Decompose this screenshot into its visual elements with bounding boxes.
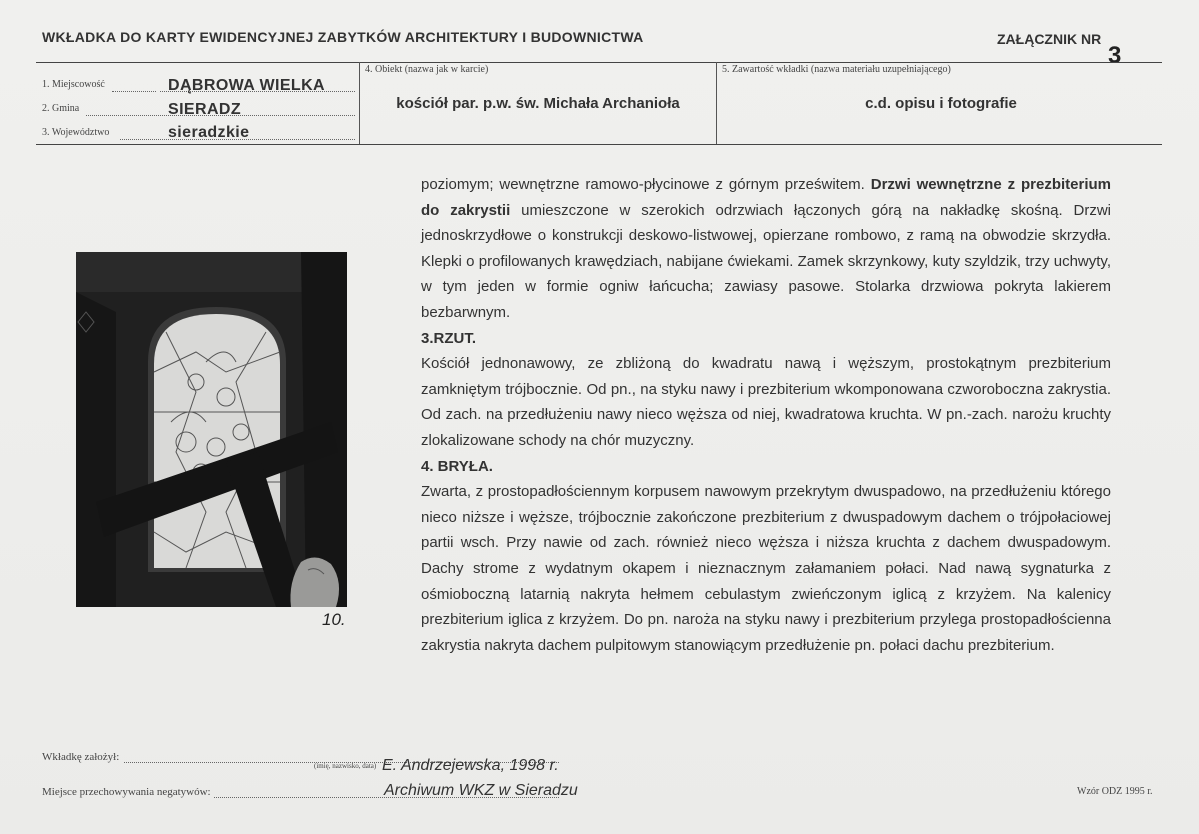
object-value: kościół par. p.w. św. Michała Archanioła	[396, 95, 680, 112]
object-label: 4. Obiekt (nazwa jak w karcie)	[365, 64, 489, 75]
compiled-by-label: Wkładkę założył:	[42, 751, 120, 763]
form-reference: Wzór ODZ 1995 r.	[1077, 786, 1153, 797]
voivodeship-value: sieradzkie	[168, 124, 250, 141]
header-divider-2	[716, 62, 717, 144]
commune-label: 2. Gmina	[42, 103, 80, 114]
section-heading-plan: 3.RZUT.	[421, 329, 477, 347]
header-top-rule	[36, 62, 1162, 63]
paragraph-plan: Kościół jednonawowy, ze zbliżoną do kwadratu nawą i węższym, prostokątnym prezbiterium zamkniętym trójbocznie. Od pn., na styku nawy i prezbiterium wkomponowana czworoboczna zakrystia. Od zach. na przedłużeniu nawy nieco węższa od niej, kwadratowa kruchta. W pn.-zach. narożu kruchty zlokalizowane schody na chór muzyczny.	[421, 355, 1111, 449]
content-value: c.d. opisu i fotografie	[865, 95, 1017, 112]
annex-number: 3	[1108, 42, 1122, 69]
inner-doors-heading: Drzwi wewnętrzne z prezbiterium do zakrystii	[421, 176, 1111, 219]
section-heading-massing: 4. BRYŁA.	[421, 457, 493, 475]
stained-glass-illustration	[76, 252, 347, 607]
header-divider-1	[359, 62, 360, 144]
paragraph-doors-body: umieszczone w szerokich odrzwiach łączonych górą na nakładkę skośną. Drzwi jednoskrzydłowe o konstrukcji deskowo-listwowej, opierzane rombowo, z ramą na obwodzie skrzydła. Klepki o profilowanych krawędziach, nabijane ćwiekami. Zamek skrzynkowy, kuty szyldzik, trzy uchwyty, w tym jeden w formie ogniw łańcucha; zawiasy pasowe. Stolarka drzwiowa pokryta lakierem bezbarwnym.	[421, 201, 1111, 321]
negatives-storage-label: Miejsce przechowywania negatywów:	[42, 786, 211, 798]
photo-caption: 10.	[322, 610, 346, 629]
header-bottom-rule	[36, 144, 1162, 145]
commune-value: SIERADZ	[168, 101, 242, 118]
content-label: 5. Zawartość wkładki (nazwa materiału uzupełniającego)	[722, 64, 951, 75]
compiled-by-value: E. Andrzejewska, 1998 r.	[382, 757, 559, 774]
compiled-by-sublabel: (imię, nazwisko, data)	[314, 762, 377, 770]
annex-label: ZAŁĄCZNIK NR	[997, 31, 1102, 47]
document-title: WKŁADKA DO KARTY EWIDENCYJNEJ ZABYTKÓW ARCHITEKTURY I BUDOWNICTWA	[42, 29, 644, 45]
paragraph-doors	[421, 172, 1111, 326]
locality-label: 1. Miejscowość	[42, 79, 105, 90]
paragraph-massing: Zwarta, z prostopadłościennym korpusem nawowym przekrytym dwuspadowo, na przedłużeniu którego nieco niższe i węższe, trójbocznie zakończone prezbiterium z dwuspadowym dachem o trójpołaciowej partii wsch. Przy nawie od zach. również nieco węższa i niższa kruchta z dachem dwuspadowym. Dachy strome z wydatnym okapem i nieznacznym załamaniem połaci. Nad nawą sygnaturka z ośmioboczną latarnią nakryta hełmem cebulastym zwieńczonym iglicą z krzyżem. Na kalenicy prezbiterium iglica z krzyżem. Do pn. naroża na styku nawy i prezbiterium przylega prostopadłościenna zakrystia nakryta dachem pulpitowym stanowiącym przedłużenie pn. połaci dachu prezbiterium.	[421, 483, 1111, 654]
stained-glass-photo	[76, 252, 347, 607]
negatives-storage-value: Archiwum WKZ w Sieradzu	[384, 782, 578, 799]
locality-value: DĄBROWA WIELKA	[168, 77, 325, 94]
paragraph-doors-intro: poziomym; wewnętrzne ramowo-płycinowe z górnym prześwitem.	[421, 176, 871, 193]
locality-dots-left	[112, 91, 156, 92]
description-text	[421, 172, 1111, 658]
voivodeship-label: 3. Województwo	[42, 127, 110, 138]
